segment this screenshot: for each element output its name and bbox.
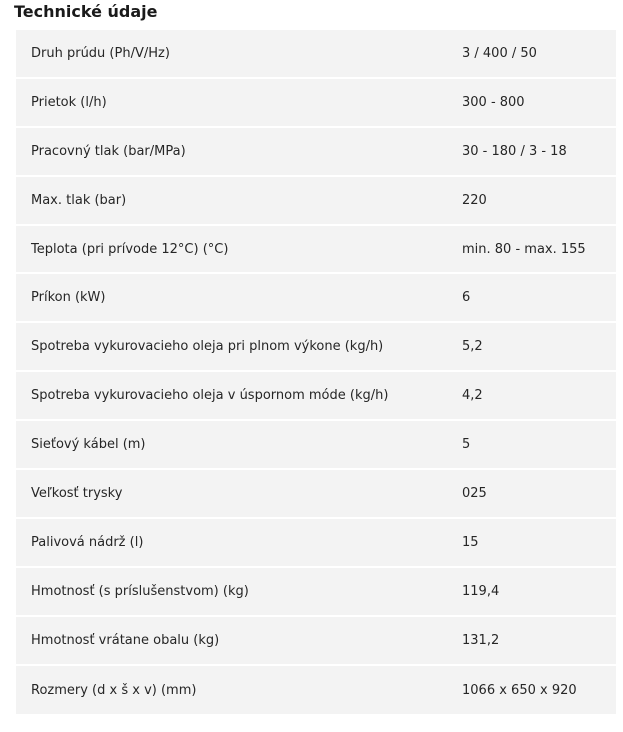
spec-value: 4,2 — [462, 388, 483, 404]
spec-label: Hmotnosť (s príslušenstvom) (kg) — [31, 583, 249, 599]
spec-label: Spotreba vykurovacieho oleja pri plnom výkone (kg/h) — [31, 339, 384, 355]
table-row — [16, 372, 616, 421]
spec-value: 3 / 400 / 50 — [462, 45, 537, 61]
table-row — [16, 79, 616, 128]
spec-label: Sieťový kábel (m) — [31, 437, 146, 453]
spec-value: 30 - 180 / 3 - 18 — [462, 143, 567, 159]
spec-value: 131,2 — [462, 632, 500, 648]
table-row — [16, 128, 616, 177]
spec-label: Druh prúdu (Ph/V/Hz) — [31, 45, 170, 61]
spec-label: Rozmery (d x š x v) (mm) — [31, 682, 197, 698]
spec-label: Pracovný tlak (bar/MPa) — [31, 143, 186, 159]
table-row — [16, 30, 616, 79]
spec-value: 300 - 800 — [462, 94, 525, 110]
spec-value: 1066 x 650 x 920 — [462, 682, 577, 698]
table-row — [16, 617, 616, 666]
spec-label: Teplota (pri prívode 12°C) (°C) — [31, 241, 229, 257]
spec-label: Veľkosť trysky — [31, 485, 123, 501]
spec-value: min. 80 - max. 155 — [462, 241, 586, 257]
spec-value: 5,2 — [462, 339, 483, 355]
spec-value: 220 — [462, 192, 487, 208]
spec-label: Palivová nádrž (l) — [31, 534, 144, 550]
table-row — [16, 226, 616, 275]
table-row — [16, 177, 616, 226]
spec-value: 15 — [462, 534, 479, 550]
section-title: Technické údaje — [14, 2, 158, 21]
spec-label: Prietok (l/h) — [31, 94, 107, 110]
table-row — [16, 568, 616, 617]
spec-value: 119,4 — [462, 583, 500, 599]
spec-label: Hmotnosť vrátane obalu (kg) — [31, 632, 220, 648]
spec-value: 6 — [462, 290, 471, 306]
table-row — [16, 666, 616, 715]
spec-value: 5 — [462, 437, 471, 453]
table-row — [16, 323, 616, 372]
spec-label: Max. tlak (bar) — [31, 192, 127, 208]
spec-label: Príkon (kW) — [31, 290, 106, 306]
specs-table — [16, 30, 616, 714]
table-row — [16, 421, 616, 470]
spec-label: Spotreba vykurovacieho oleja v úspornom móde (kg/h) — [31, 388, 389, 404]
table-row — [16, 274, 616, 323]
table-row — [16, 519, 616, 568]
spec-value: 025 — [462, 485, 487, 501]
table-row — [16, 470, 616, 519]
